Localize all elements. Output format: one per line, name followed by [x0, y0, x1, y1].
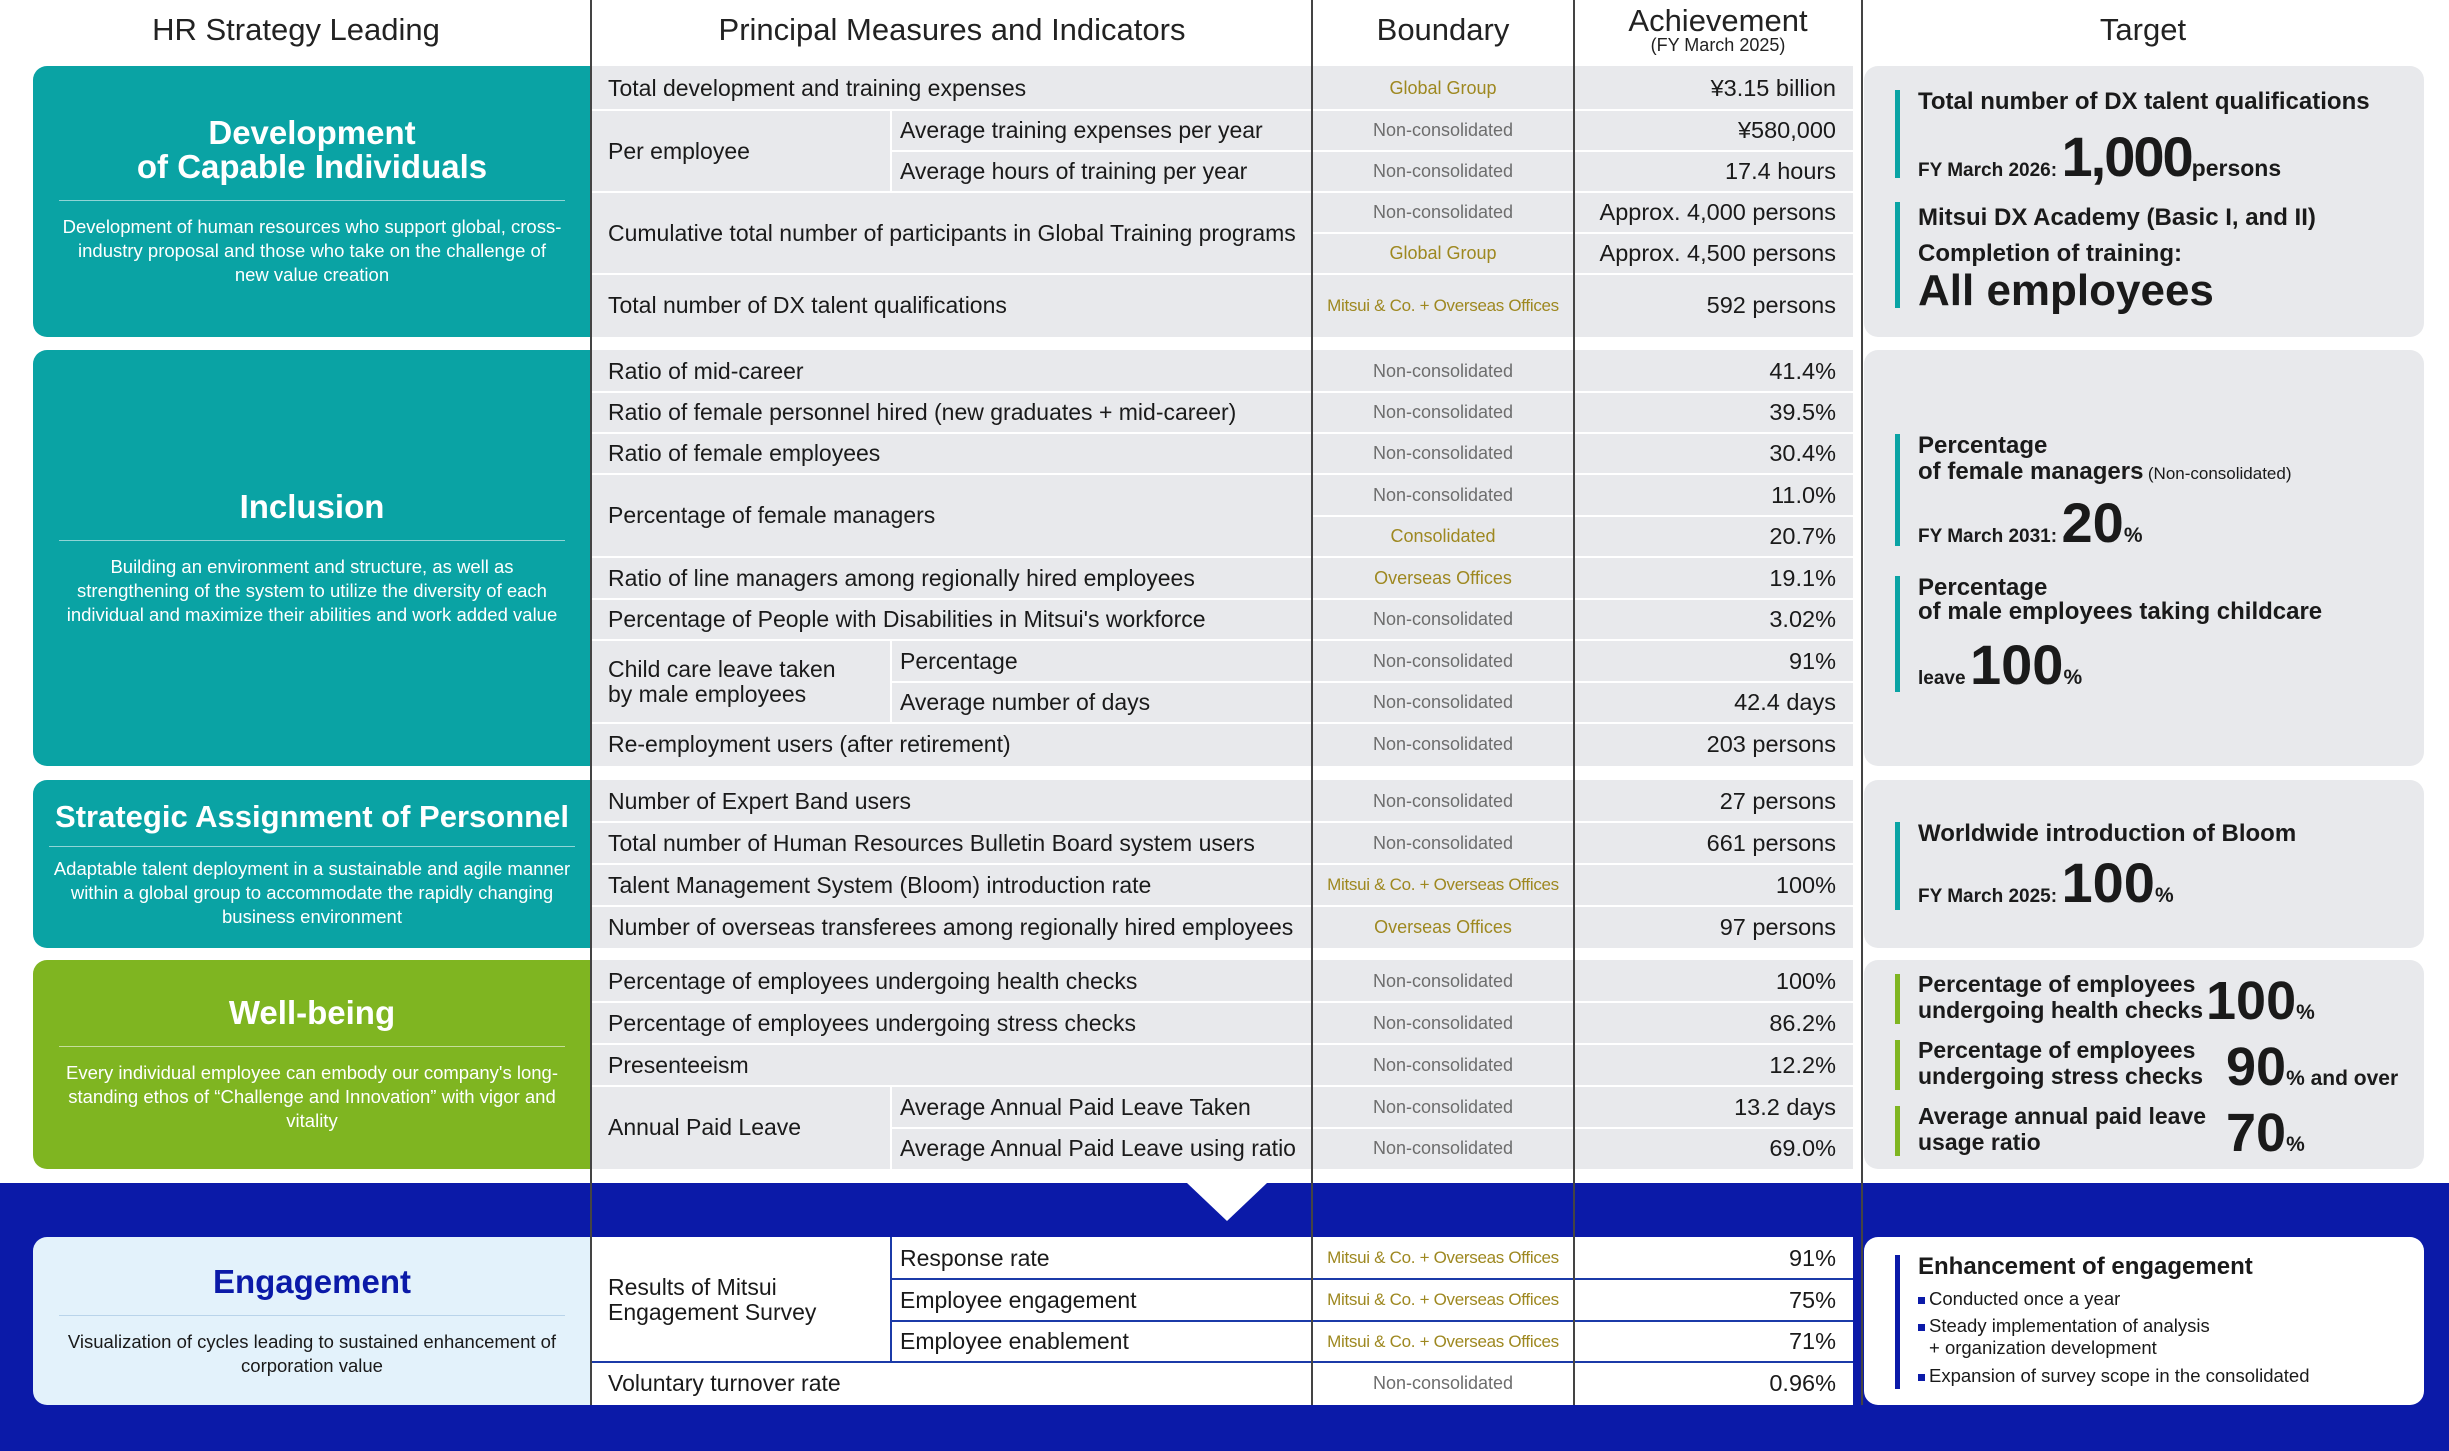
target-wb-t1-unit: %	[2296, 1001, 2315, 1024]
panel-development-rule	[59, 200, 565, 201]
boundary-label: Non-consolidated	[1372, 402, 1514, 422]
header-measures-label: Principal Measures and Indicators	[718, 12, 1186, 47]
panel-development-desc: Development of human resources who support global, cross-industry proposal and those who take on the challenge of new value creation	[62, 216, 562, 285]
achievement-value: 91%	[1788, 648, 1836, 674]
measure-group-label	[608, 1275, 816, 1325]
boundary-label: Global Group	[1389, 243, 1497, 263]
measure-sub-label: Employee engagement	[900, 1287, 1137, 1313]
target-dev-bar-1	[1895, 90, 1900, 178]
achievement-value: ¥580,000	[1737, 117, 1836, 143]
boundary-label: Non-consolidated	[1372, 120, 1514, 140]
measure-group-label: Cumulative total number of participants in Global Training programs	[608, 220, 1296, 246]
panel-strategic	[33, 780, 591, 948]
boundary-label: Non-consolidated	[1372, 1013, 1514, 1033]
header-boundary	[1312, 0, 1574, 60]
measure-label: Total number of DX talent qualifications	[608, 292, 1007, 318]
target-eng-b1-text: Conducted once a year	[1929, 1288, 2121, 1309]
bullet-square-icon	[1918, 1374, 1925, 1381]
boundary-label: Overseas Offices	[1374, 917, 1512, 937]
achievement-value: 71%	[1788, 1328, 1836, 1354]
target-inc-t1b: of female managers	[1918, 458, 2144, 485]
panel-inclusion-desc: Building an environment and structure, as well as strengthening of the system to utilize the diversity of each individual and maximize their abilities and work added value	[66, 555, 558, 625]
target-inc-t2a: Percentage	[1918, 574, 2048, 601]
target-wb-t3-num: 70	[2226, 1103, 2287, 1163]
boundary-label: Consolidated	[1390, 526, 1496, 546]
target-eng-b3-text: Expansion of survey scope in the consolidated	[1929, 1365, 2310, 1386]
measure-label: Percentage of employees undergoing stress checks	[608, 1010, 1137, 1036]
boundary-label: Mitsui & Co. + Overseas Offices	[1327, 1248, 1559, 1267]
target-wb-t1a: Percentage of employees	[1918, 971, 2196, 997]
target-dev-bar-2	[1895, 202, 1900, 308]
target-inc-t2-num: 100	[1970, 633, 2064, 696]
target-inc-bar-1	[1895, 434, 1900, 546]
header-boundary-label: Boundary	[1376, 12, 1510, 47]
header-achievement	[1574, 0, 1862, 60]
measure-label: Presenteeism	[608, 1052, 749, 1078]
boundary-label: Non-consolidated	[1372, 485, 1514, 505]
boundary-label: Non-consolidated	[1372, 161, 1514, 181]
measure-label: Ratio of mid-career	[608, 358, 804, 384]
target-sap-bar	[1895, 822, 1900, 910]
target-sap-t1-num: 100	[2061, 851, 2155, 914]
boundary-label: Non-consolidated	[1372, 202, 1514, 222]
measure-group-label	[608, 657, 836, 707]
measure-label: Ratio of line managers among regionally hired employees	[608, 565, 1195, 591]
target-eng-b2-text: Steady implementation of analysis	[1929, 1315, 2210, 1336]
header-measures	[592, 0, 1312, 60]
achievement-value: 39.5%	[1769, 399, 1836, 425]
target-sap-t1-unit: %	[2154, 884, 2174, 907]
achievement-value: 75%	[1788, 1287, 1836, 1313]
target-dev-t2-big: All employees	[1918, 266, 2214, 315]
col-divider-1	[590, 0, 592, 1405]
target-wb-t3-unit: %	[2286, 1133, 2305, 1156]
boundary-label: Non-consolidated	[1372, 734, 1514, 754]
target-dev-t1-num: 1,000	[2061, 125, 2192, 188]
target-eng-b2	[1918, 1315, 2210, 1359]
panel-development	[33, 66, 591, 337]
target-wb-t2b: undergoing stress checks	[1918, 1063, 2204, 1089]
boundary-label: Mitsui & Co. + Overseas Offices	[1327, 296, 1559, 315]
sub-col-divider	[890, 151, 892, 192]
target-eng-b2-text-2: + organization development	[1929, 1337, 2157, 1358]
target-inc-t2-line	[1918, 632, 2082, 697]
achievement-value: 69.0%	[1769, 1135, 1836, 1161]
header-target	[1862, 0, 2424, 60]
measure-label: Voluntary turnover rate	[608, 1370, 841, 1396]
measure-sub-label: Percentage	[900, 648, 1018, 674]
target-inc-t1b-line	[1918, 458, 2292, 486]
panel-wellbeing-rule	[59, 1046, 565, 1047]
sub-col-divider	[890, 640, 892, 682]
achievement-value: 42.4 days	[1734, 689, 1836, 715]
achievement-value: 592 persons	[1706, 292, 1836, 318]
target-wb-t2a: Percentage of employees	[1918, 1037, 2196, 1063]
measure-label: Talent Management System (Bloom) introduction rate	[608, 872, 1152, 898]
target-eng-b3	[1918, 1365, 2310, 1387]
panel-inclusion	[33, 350, 591, 766]
target-wb-t1b: undergoing health checks	[1918, 997, 2203, 1023]
measure-sub-label: Average hours of training per year	[900, 158, 1248, 184]
panel-inclusion-rule	[59, 540, 565, 541]
row-divider	[591, 639, 1853, 641]
target-wb-t1-val	[2206, 970, 2315, 1032]
boundary-label: Non-consolidated	[1372, 443, 1514, 463]
boundary-label: Global Group	[1389, 78, 1497, 98]
achievement-value: Approx. 4,000 persons	[1599, 199, 1836, 225]
target-inc-t1-pre: FY March 2031:	[1918, 526, 2058, 547]
boundary-label: Non-consolidated	[1372, 791, 1514, 811]
target-wb-bar-2	[1895, 1040, 1900, 1090]
target-wb-t2-val	[2226, 1036, 2398, 1098]
measure-label: Ratio of female employees	[608, 440, 881, 466]
measure-label: Percentage of employees undergoing health checks	[608, 968, 1138, 994]
achievement-value: 17.4 hours	[1724, 158, 1836, 184]
achievement-value: 661 persons	[1706, 830, 1836, 856]
measure-label: Percentage of People with Disabilities in Mitsui's workforce	[608, 606, 1206, 632]
target-inc-t1-note: (Non-consolidated)	[2147, 464, 2292, 483]
sub-col-divider	[890, 682, 892, 723]
measure-label: Ratio of female personnel hired (new graduates + mid-career)	[608, 399, 1237, 425]
header-strategy	[0, 0, 592, 60]
boundary-label: Non-consolidated	[1372, 1097, 1514, 1117]
target-sap-t1-line	[1918, 850, 2174, 915]
boundary-label: Mitsui & Co. + Overseas Offices	[1327, 1332, 1559, 1351]
bullet-square-icon	[1918, 1324, 1925, 1331]
measure-label: Total development and training expenses	[608, 75, 1027, 101]
sub-col-divider	[890, 1321, 892, 1362]
target-wb-t2-num: 90	[2226, 1037, 2287, 1097]
sub-col-divider	[890, 110, 892, 151]
achievement-value: 86.2%	[1769, 1010, 1836, 1036]
panel-engagement-title: Engagement	[212, 1262, 412, 1300]
target-inc-t1-unit: %	[2123, 524, 2143, 547]
achievement-value: 3.02%	[1769, 606, 1836, 632]
achievement-value: 91%	[1788, 1245, 1836, 1271]
measure-sub-label: Average training expenses per year	[900, 117, 1263, 143]
target-dev-t1-line	[1918, 124, 2281, 189]
col-divider-3	[1573, 0, 1575, 1405]
target-box-inc	[1864, 350, 2424, 766]
achievement-value: 100%	[1775, 968, 1836, 994]
target-inc-t2-unit: %	[2063, 666, 2083, 689]
measure-label: Number of Expert Band users	[608, 788, 911, 814]
target-eng-title: Enhancement of engagement	[1918, 1253, 2253, 1280]
panel-wellbeing	[33, 960, 591, 1169]
boundary-label: Overseas Offices	[1374, 568, 1512, 588]
achievement-value: 203 persons	[1706, 731, 1836, 757]
measure-group-line: Results of Mitsui	[608, 1273, 777, 1300]
target-dev-t1-unit: persons	[2191, 155, 2282, 181]
achievement-value: ¥3.15 billion	[1710, 75, 1836, 101]
panel-strategic-desc: Adaptable talent deployment in a sustainable and agile manner within a global group to accommodate the rapidly changing business environment	[53, 857, 571, 927]
bullet-square-icon	[1918, 1297, 1925, 1304]
measure-sub-label: Average Annual Paid Leave Taken	[900, 1094, 1251, 1120]
measure-group-line: by male employees	[608, 680, 807, 707]
panel-engagement-rule	[59, 1315, 565, 1316]
achievement-value: 100%	[1775, 872, 1836, 898]
achievement-value: 41.4%	[1769, 358, 1836, 384]
achievement-value: 27 persons	[1719, 788, 1836, 814]
target-dev-t1: Total number of DX talent qualifications	[1918, 88, 2370, 115]
boundary-label: Non-consolidated	[1372, 1055, 1514, 1075]
boundary-label: Non-consolidated	[1372, 609, 1514, 629]
achievement-value: 19.1%	[1769, 565, 1836, 591]
target-dev-t1-pre: FY March 2026:	[1918, 160, 2058, 181]
measure-sub-label: Employee enablement	[900, 1328, 1129, 1354]
target-eng-bar	[1895, 1255, 1900, 1389]
col-divider-4	[1861, 0, 1863, 1405]
header-target-label: Target	[2099, 12, 2187, 47]
row-divider	[591, 1043, 1853, 1045]
measure-sub-label: Average Annual Paid Leave using ratio	[900, 1135, 1296, 1161]
boundary-label: Non-consolidated	[1372, 971, 1514, 991]
panel-inclusion-title: Inclusion	[239, 487, 385, 525]
measure-group-label: Annual Paid Leave	[608, 1114, 802, 1140]
sub-col-divider	[890, 1086, 892, 1128]
achievement-value: 13.2 days	[1734, 1094, 1836, 1120]
measure-group-line: Engagement Survey	[608, 1298, 817, 1325]
target-wb-t1-num: 100	[2206, 971, 2297, 1031]
target-wb-t3a: Average annual paid leave	[1918, 1103, 2207, 1129]
sub-col-divider	[890, 1128, 892, 1169]
achievement-value: Approx. 4,500 persons	[1599, 240, 1836, 266]
target-wb-bar-1	[1895, 974, 1900, 1024]
panel-engagement-desc: Visualization of cycles leading to sustained enhancement of corporation value	[67, 1330, 557, 1376]
measure-group-label: Percentage of female managers	[608, 502, 936, 528]
engagement-band-notch	[1187, 1183, 1267, 1221]
measure-label: Total number of Human Resources Bulletin Board system users	[608, 830, 1255, 856]
panel-strategic-rule	[49, 846, 575, 847]
boundary-label: Non-consolidated	[1372, 1373, 1514, 1393]
target-inc-t1-line	[1918, 490, 2143, 555]
boundary-label: Non-consolidated	[1372, 361, 1514, 381]
target-wb-t3b: usage ratio	[1918, 1129, 2041, 1155]
achievement-value: 0.96%	[1769, 1370, 1836, 1396]
target-wb-t3-val	[2226, 1102, 2305, 1164]
measure-label: Re-employment users (after retirement)	[608, 731, 1011, 757]
sub-col-divider	[890, 1279, 892, 1321]
panel-strategic-title: Strategic Assignment of Personnel	[55, 798, 569, 834]
sub-col-divider	[890, 1237, 892, 1279]
header-achievement-sub: (FY March 2025)	[1650, 35, 1786, 55]
achievement-value: 12.2%	[1769, 1052, 1836, 1078]
target-wb-bar-3	[1895, 1106, 1900, 1156]
measure-group-label: Per employee	[608, 138, 750, 164]
boundary-label: Non-consolidated	[1372, 692, 1514, 712]
boundary-label: Non-consolidated	[1372, 833, 1514, 853]
target-inc-t2b: of male employees taking childcare	[1918, 598, 2323, 625]
target-inc-t2-pre: leave	[1918, 668, 1966, 689]
measure-sub-label: Average number of days	[900, 689, 1151, 715]
achievement-value: 30.4%	[1769, 440, 1836, 466]
col-divider-2	[1311, 0, 1313, 1405]
panel-wellbeing-title: Well-being	[228, 994, 396, 1031]
target-inc-t1a: Percentage	[1918, 432, 2048, 459]
panel-engagement	[33, 1237, 591, 1405]
target-sap-t1: Worldwide introduction of Bloom	[1918, 820, 2297, 847]
target-inc-t1-num: 20	[2061, 491, 2124, 554]
measure-label: Number of overseas transferees among regionally hired employees	[608, 914, 1294, 940]
target-wb-t2-unit: % and over	[2286, 1067, 2399, 1090]
achievement-value: 11.0%	[1771, 482, 1836, 508]
achievement-value: 97 persons	[1719, 914, 1836, 940]
panel-wellbeing-desc: Every individual employee can embody our company's long-standing ethos of “Challenge and Innovation” with vigor and vitality	[66, 1062, 558, 1131]
panel-development-title: Development of Capable Individuals	[136, 114, 488, 185]
target-eng-b1	[1918, 1288, 2120, 1310]
boundary-label: Non-consolidated	[1372, 1138, 1514, 1158]
target-sap-t1-pre: FY March 2025:	[1918, 886, 2058, 907]
target-inc-bar-2	[1895, 576, 1900, 692]
boundary-label: Non-consolidated	[1372, 651, 1514, 671]
target-dev-t2: Mitsui DX Academy (Basic I, and II)	[1918, 204, 2316, 231]
boundary-label: Mitsui & Co. + Overseas Offices	[1327, 1290, 1559, 1309]
target-dev-t2b: Completion of training:	[1918, 240, 2182, 267]
measure-sub-label: Response rate	[900, 1245, 1050, 1271]
boundary-label: Mitsui & Co. + Overseas Offices	[1327, 875, 1559, 894]
measure-group-line: Child care leave taken	[608, 655, 836, 682]
header-achievement-label: Achievement	[1628, 3, 1808, 38]
header-strategy-label: HR Strategy Leading	[152, 12, 440, 47]
achievement-value: 20.7%	[1769, 523, 1836, 549]
